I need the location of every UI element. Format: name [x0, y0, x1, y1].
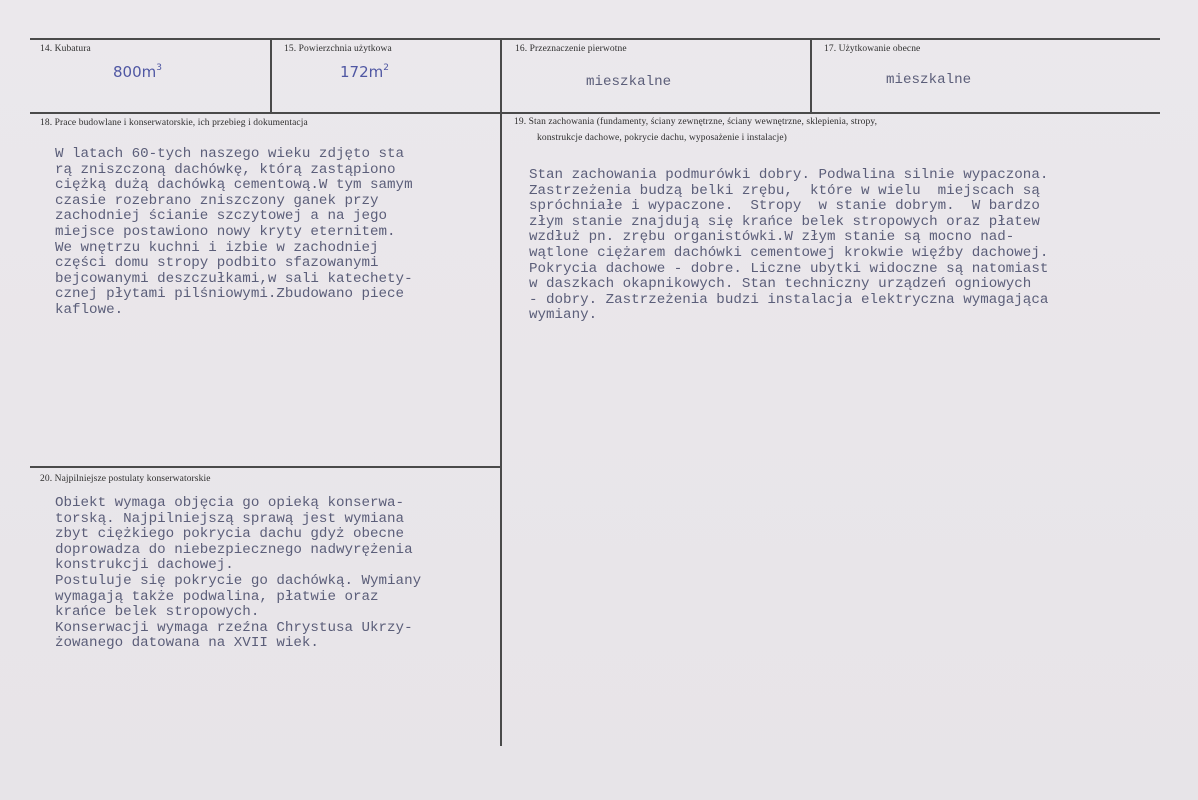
section-20-rule [30, 466, 500, 468]
field-14-value [113, 63, 162, 81]
field-15-label: 15. Powierzchnia użytkowa [284, 44, 392, 54]
field-15-number: 172m [340, 63, 384, 81]
field-19-label-line2: konstrukcje dachowe, pokrycie dachu, wyposażenie i instalacje) [537, 133, 787, 143]
field-16-label: 16. Przeznaczenie pierwotne [515, 44, 627, 54]
field-20-text: Obiekt wymaga objęcia go opieką konserwa- torską. Najpilniejszą sprawą jest wymiana zbyt ciężkiego pokrycia dachu gdyż obecne doprowadza do niebezpiecznego nadwyrężenia konstrukcji dachowej. Postuluje się pokrycie go dachówką. Wymiany wymagają także podwalina, płatwie oraz krańce belek stropowych. Konserwacji wymaga rzeźna Chrystusa Ukrzy- żowanego datowana na XVII wiek. [55, 495, 422, 652]
field-16-value: mieszkalne [586, 74, 672, 90]
col-divider-2 [500, 38, 502, 746]
field-15-exponent: 2 [383, 63, 389, 73]
field-19-text: Stan zachowania podmurówki dobry. Podwalina silnie wypaczona. Zastrzeżenia budzą belki zrębu, które w wielu miejscach są spróchniałe i wypaczone. Stropy w stanie dobrym. W bardzo złym stanie znajdują się krańce belek stropowych oraz płatew wzdłuż pn. zrębu organistówki.W złym stanie są mocno nad- wątlone ciężarem dachówki cementowej krokwie więźby dachowej. Pokrycia dachowe - dobre. Liczne ubytki widoczne są natomiast w daszkach okapnikowych. Stan techniczny urządzeń ogniowych - dobry. Zastrzeżenia budzi instalacja elektryczna wymagająca wymiany. [529, 167, 1049, 324]
field-17-label: 17. Użytkowanie obecne [824, 44, 921, 54]
row-divider-upper [30, 112, 1160, 114]
top-rule [30, 38, 1160, 40]
field-14-label: 14. Kubatura [40, 44, 91, 54]
field-18-text: W latach 60-tych naszego wieku zdjęto sta rą zniszczoną dachówkę, którą zastąpiono ciężką dużą dachówką cementową.W tym samym czasie rozebrano zniszczony ganek przy zachodniej ścianie szczytowej a na jego miejsce postawiono nowy kryty eternitem. We wnętrzu kuchni i izbie w zachodniej części domu stropy podbito sfazowanymi bejcowanymi deszczułkami,w sali katechety- cznej płytami pilśniowymi.Zbudowano piece kaflowe. [55, 146, 413, 318]
col-divider-3 [810, 38, 812, 112]
col-divider-1 [270, 38, 272, 112]
field-15-value [340, 63, 389, 81]
field-19-label-line1: 19. Stan zachowania (fundamenty, ściany zewnętrzne, ściany wewnętrzne, sklepienia, stropy, [514, 117, 878, 127]
field-17-value: mieszkalne [886, 72, 972, 88]
field-14-exponent: 3 [156, 63, 162, 73]
field-20-label: 20. Najpilniejsze postulaty konserwatorskie [40, 474, 211, 484]
field-18-label: 18. Prace budowlane i konserwatorskie, ich przebieg i dokumentacja [40, 118, 308, 128]
field-14-number: 800m [113, 63, 157, 81]
